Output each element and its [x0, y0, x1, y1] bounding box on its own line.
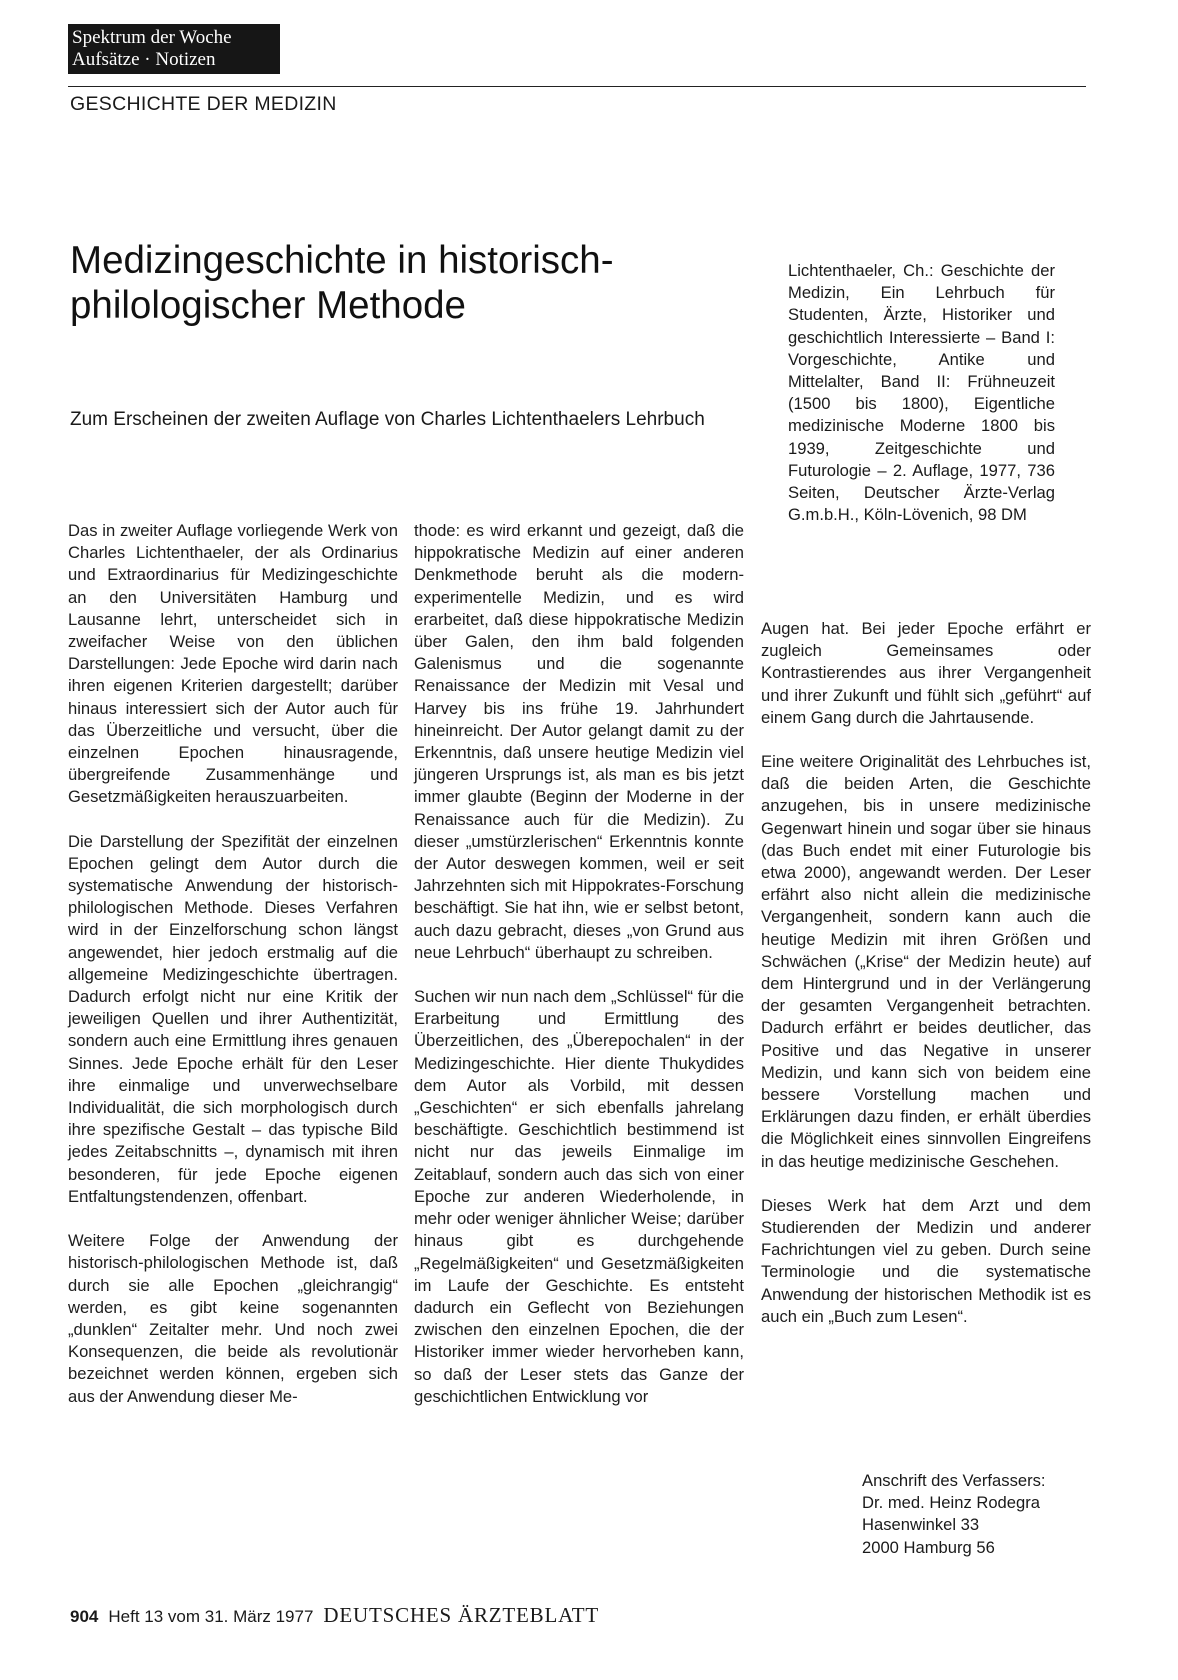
header-rule [68, 86, 1086, 87]
text-column-2 [414, 520, 744, 1408]
author-name: Dr. med. Heinz Rodegra [862, 1493, 1041, 1513]
badge-line-1: Spektrum der Woche [72, 27, 232, 48]
page-number: 904 [70, 1607, 99, 1626]
paragraph: Die Darstellung der Spezifität der einzelnen Epochen gelingt dem Autor durch die systematische Anwendung der historisch-philologischen Methode. Dieses Verfahren wird in der Einzelforschung schon längst angewendet, hier jedoch erstmalig auf die allgemeine Medizingeschichte übertragen. Dadurch erfolgt nicht nur eine Kritik der jeweiligen Quellen und ihrer Authentizität, sondern auch eine Ermittlung ihres genauen Sinnes. Jede Epoche erhält für den Leser ihre einmalige und unverwechselbare Individualität, die sich morphologisch durch ihre spezifische Gestalt – das typische Bild jedes Zeitabschnitts –, dynamisch mit ihren besonderen, für jede Epoche eigenen Entfaltungstendenzen, offenbart. [68, 831, 398, 1206]
article-subtitle: Zum Erscheinen der zweiten Auflage von Charles Lichtenthaelers Lehrbuch [70, 409, 705, 430]
issue-info: Heft 13 vom 31. März 1977 [108, 1607, 314, 1626]
paragraph: Eine weitere Originalität des Lehrbuches ist, daß die beiden Arten, die Geschichte anzugehen, bis in unsere medizinische Gegenwart hinein und sogar über sie hinaus (das Buch endet mit einer Futurologie bis etwa 2000), angewandt werden. Der Leser erfährt also nicht allein die medizinische Vergangenheit, sondern kann auch die heutige Medizin mit ihren Größen und Schwächen („Krise“ der Medizin heute) auf dem Hintergrund und in der Verlängerung der gesamten Vergangenheit betrachten. Dadurch erfährt er beides deutlicher, das Positive und das Negative in unserer Medizin, und kann sich von beidem eine bessere Vorstellung machen und Erklärungen dazu finden, er erhält überdies die Möglichkeit eines sinnvollen Eingreifens in das heutige medizinische Geschehen. [761, 752, 1091, 1171]
section-badge [68, 24, 280, 74]
text-column-3 [761, 618, 1091, 1328]
section-heading: GESCHICHTE DER MEDIZIN [70, 93, 337, 115]
book-reference: Lichtenthaeler, Ch.: Geschichte der Medizin, Ein Lehrbuch für Studenten, Ärzte, Historiker und geschichtlich Interessierte – Band I: Vorgeschichte, Antike und Mittelalter, Band II: Frühneuzeit (1500 bis 1800), Eigentliche medizinische Moderne 1800 bis 1939, Zeitgeschichte und Futurologie – 2. Auflage, 1977, 736 Seiten, Deutscher Ärzte-Verlag G.m.b.H., Köln-Lövenich, 98 DM [788, 261, 1055, 525]
paragraph: Weitere Folge der Anwendung der historisch-philologischen Methode ist, daß durch sie alle Epochen „gleichrangig“ werden, es gibt keine sogenannten „dunklen“ Zeitalter mehr. Und noch zwei Konsequenzen, die beide als revolutionär bezeichnet werden können, ergeben sich aus der Anwendung dieser Me- [68, 1231, 398, 1406]
paragraph: Dieses Werk hat dem Arzt und dem Studierenden der Medizin und anderer Fachrichtungen viel zu geben. Durch seine Terminologie und die systematische Anwendung der historischen Methodik ist es auch ein „Buch zum Lesen“. [761, 1195, 1091, 1326]
paragraph: thode: es wird erkannt und gezeigt, daß die hippokratische Medizin auf einer anderen Denkmethode beruht als die modern-experimentelle Medizin, und es wird erarbeitet, daß diese hippokratische Medizin über Galen, den ihm bald folgenden Galenismus und die sogenannte Renaissance der Medizin mit Vesal und Harvey bis ins frühe 19. Jahrhundert hineinreicht. Der Autor gelangt damit zu der Erkenntnis, daß unsere heutige Medizin viel jüngeren Ursprungs ist, als man es bis jetzt immer glaubte (Beginn der Moderne in der Renaissance auch für die Medizin). Zu dieser „umstürzlerischen“ Erkenntnis konnte der Autor deswegen kommen, weil er seit Jahrzehnten sich mit Hippokrates-Forschung beschäftigt. Sie hat ihn, wie er selbst betont, auch dazu gebracht, dieses „von Grund aus neue Lehrbuch“ überhaupt zu schreiben. [414, 521, 744, 962]
paragraph: Das in zweiter Auflage vorliegende Werk von Charles Lichtenthaeler, der als Ordinarius und Extraordinarius für Medizingeschichte an den Universitäten Hamburg und Lausanne lehrt, unterscheidet sich in zweifacher Weise von den üblichen Darstellungen: Jede Epoche wird darin nach ihren eigenen Kriterien dargestellt; darüber hinaus interessiert sich der Autor auch für das Überzeitliche und versucht, über die einzelnen Epochen hinausragende, übergreifende Zusammenhänge und Gesetzmäßigkeiten herauszuarbeiten. [68, 521, 398, 807]
paragraph: Augen hat. Bei jeder Epoche erfährt er zugleich Gemeinsames oder Kontrastierendes aus ihrer Vergangenheit und ihrer Zukunft und fühlt sich „geführt“ auf einem Gang durch die Jahrtausende. [761, 619, 1091, 727]
text-column-1 [68, 520, 398, 1408]
address-city: 2000 Hamburg 56 [862, 1537, 995, 1557]
badge-line-2: Aufsätze · Notizen [72, 49, 216, 70]
article-title: Medizingeschichte in historisch-philologischer Methode [70, 239, 614, 327]
address-street: Hasenwinkel 33 [862, 1515, 980, 1535]
journal-name: DEUTSCHES ÄRZTEBLATT [323, 1603, 599, 1627]
address-label: Anschrift des Verfassers: [862, 1471, 1046, 1490]
author-address [862, 1470, 1092, 1559]
paragraph: Suchen wir nun nach dem „Schlüssel“ für die Erarbeitung und Ermittlung des Überzeitlichen, des „Überepochalen“ in der Medizingeschichte. Hier diente Thukydides dem Autor als Vorbild, mit dessen „Geschichten“ er sich ebenfalls jahrelang beschäftigte. Geschichtlich bestimmend ist nicht nur das jeweils Einmalige im Zeitablauf, sondern auch das sich von einer Epoche zur anderen Wiederholende, in mehr oder weniger ähnlicher Weise; darüber hinaus gibt es durchgehende „Regelmäßigkeiten“ und Gesetzmäßigkeiten im Laufe der Geschichte. Es entsteht dadurch ein Geflecht von Beziehungen zwischen den einzelnen Epochen, die der Historiker immer wieder hervorheben kann, so daß der Leser stets das Ganze der geschichtlichen Entwicklung vor [414, 987, 744, 1406]
page-footer [70, 1603, 599, 1631]
